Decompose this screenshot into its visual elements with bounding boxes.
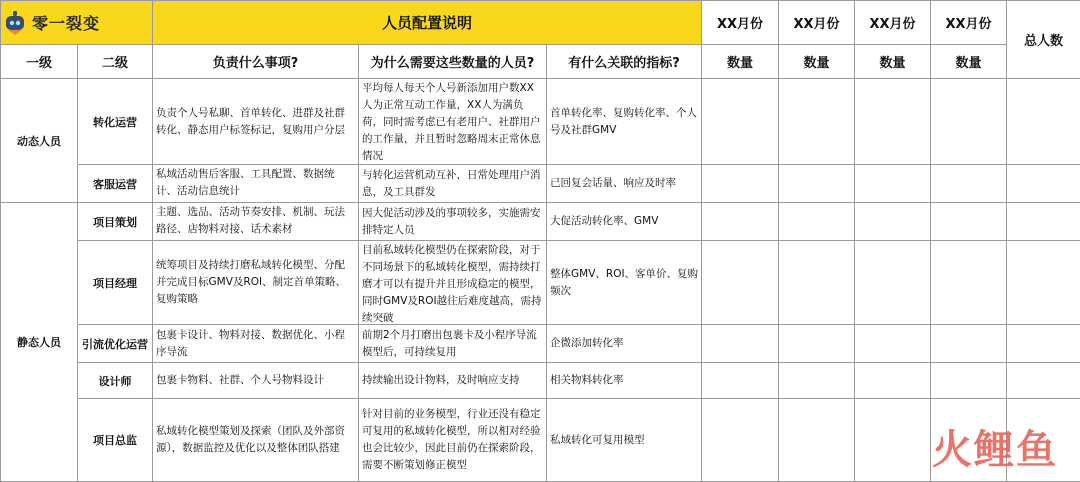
qty-cell[interactable] xyxy=(931,203,1007,241)
metric-cell: 整体GMV、ROI、客单价、复购频次 xyxy=(547,241,702,325)
metric-cell: 私域转化可复用模型 xyxy=(547,399,702,482)
role-cell: 设计师 xyxy=(78,363,153,399)
qty-cell[interactable] xyxy=(931,325,1007,363)
qty-cell[interactable] xyxy=(855,165,931,203)
metric-cell: 相关物料转化率 xyxy=(547,363,702,399)
col-header-reason: 为什么需要这些数量的人员? xyxy=(359,45,547,79)
qty-cell[interactable] xyxy=(855,203,931,241)
qty-header-3: 数量 xyxy=(855,45,931,79)
qty-cell[interactable] xyxy=(702,79,779,165)
reason-cell: 与转化运营机动互补，日常处理用户消息，及工具群发 xyxy=(359,165,547,203)
month-header-4: XX月份 xyxy=(931,1,1007,45)
reason-cell: 针对目前的业务模型，行业还没有稳定可复用的私域转化模型，所以相对经验也会比较少，因此目前仍在探索阶段，需要不断策划修正模型 xyxy=(359,399,547,482)
qty-header-4: 数量 xyxy=(931,45,1007,79)
role-cell: 项目总监 xyxy=(78,399,153,482)
month-header-2: XX月份 xyxy=(779,1,855,45)
qty-cell[interactable] xyxy=(931,79,1007,165)
qty-cell[interactable] xyxy=(855,363,931,399)
qty-cell[interactable] xyxy=(702,241,779,325)
qty-cell[interactable] xyxy=(931,363,1007,399)
duty-cell: 包裹卡设计、物料对接、数据优化、小程序导流 xyxy=(153,325,359,363)
col-header-level2: 二级 xyxy=(78,45,153,79)
duty-cell: 包裹卡物料、社群、个人号物料设计 xyxy=(153,363,359,399)
qty-cell[interactable] xyxy=(702,203,779,241)
qty-cell[interactable] xyxy=(702,165,779,203)
duty-text: 主题、选品、活动节奏安排、机制、玩法路径、店物料对接、话术素材 xyxy=(156,204,355,240)
total-cell[interactable] xyxy=(1007,325,1080,363)
table-row xyxy=(1,203,1080,241)
role-cell: 转化运营 xyxy=(78,79,153,165)
total-cell[interactable] xyxy=(1007,363,1080,399)
reason-cell: 因大促活动涉及的事项较多，实施需安排特定人员 xyxy=(359,203,547,241)
reason-cell xyxy=(359,241,547,325)
total-cell[interactable] xyxy=(1007,203,1080,241)
table-row xyxy=(1,241,1080,325)
duty-cell: 统筹项目及持续打磨私域转化模型、分配并完成目标GMV及ROI、制定首单策略、复购策略 xyxy=(153,241,359,325)
role-cell: 项目经理 xyxy=(78,241,153,325)
col-header-duty: 负责什么事项? xyxy=(153,45,359,79)
metric-cell: 大促活动转化率、GMV xyxy=(547,203,702,241)
watermark-logo: 火鲤鱼 xyxy=(932,418,1058,475)
total-cell[interactable] xyxy=(1007,241,1080,325)
qty-cell[interactable] xyxy=(855,325,931,363)
reason-text: 平均每人每天个人号新添加用户数XX人为正常互动工作量，XX人为满负荷，同时需考虑已有老用户、社群用户的工作量，并且暂时忽略周末正常休息情况 xyxy=(362,80,543,164)
duty-cell xyxy=(153,203,359,241)
page-title: 人员配置说明 xyxy=(153,1,702,45)
col-header-metric: 有什么关联的指标? xyxy=(547,45,702,79)
qty-cell[interactable] xyxy=(931,241,1007,325)
role-cell: 引流优化运营 xyxy=(78,325,153,363)
reason-cell: 前期2个月打磨出包裹卡及小程序导流模型后，可持续复用 xyxy=(359,325,547,363)
col-header-level1: 一级 xyxy=(1,45,78,79)
group-dynamic: 动态人员 xyxy=(1,79,78,203)
logo xyxy=(4,1,149,44)
reason-text: 目前私域转化模型仍在探索阶段，对于不同场景下的私域转化模型，需持续打磨才可以有提升并且形成稳定的模型，同时GMV及ROI越往后难度越高，需持续突破 xyxy=(362,242,543,324)
table-row xyxy=(1,325,1080,363)
role-cell: 项目策划 xyxy=(78,203,153,241)
reason-cell: 持续输出设计物料，及时响应支持 xyxy=(359,363,547,399)
duty-text: 私域活动售后客服、工具配置、数据统计、活动信息统计 xyxy=(156,166,355,202)
robot-icon xyxy=(4,10,26,36)
qty-cell[interactable] xyxy=(855,241,931,325)
qty-cell[interactable] xyxy=(702,399,779,482)
qty-cell[interactable] xyxy=(702,363,779,399)
total-cell[interactable] xyxy=(1007,165,1080,203)
duty-cell: 私域转化模型策划及探索（团队及外部资源），数据监控及优化以及整体团队搭建 xyxy=(153,399,359,482)
qty-cell[interactable] xyxy=(779,165,855,203)
qty-cell[interactable] xyxy=(702,325,779,363)
table-row xyxy=(1,165,1080,203)
month-header-3: XX月份 xyxy=(855,1,931,45)
reason-cell xyxy=(359,79,547,165)
total-header: 总人数 xyxy=(1007,1,1080,79)
qty-cell[interactable] xyxy=(855,79,931,165)
table-row xyxy=(1,79,1080,165)
role-cell: 客服运营 xyxy=(78,165,153,203)
qty-cell[interactable] xyxy=(779,325,855,363)
qty-cell[interactable] xyxy=(931,165,1007,203)
duty-cell xyxy=(153,165,359,203)
total-cell[interactable] xyxy=(1007,79,1080,165)
metric-cell: 企微添加转化率 xyxy=(547,325,702,363)
qty-header-1: 数量 xyxy=(702,45,779,79)
metric-cell: 已回复会话量、响应及时率 xyxy=(547,165,702,203)
duty-cell: 负责个人号私聊、首单转化、进群及社群转化、静态用户标签标记，复购用户分层 xyxy=(153,79,359,165)
logo-cell xyxy=(1,1,153,45)
month-header-1: XX月份 xyxy=(702,1,779,45)
metric-cell: 首单转化率、复购转化率、个人号及社群GMV xyxy=(547,79,702,165)
qty-cell[interactable] xyxy=(779,203,855,241)
qty-header-2: 数量 xyxy=(779,45,855,79)
qty-cell[interactable] xyxy=(779,363,855,399)
qty-cell[interactable] xyxy=(779,79,855,165)
logo-text: 零一裂变 xyxy=(32,11,100,34)
group-static: 静态人员 xyxy=(1,203,78,482)
table-row xyxy=(1,363,1080,399)
watermark-area xyxy=(890,411,1080,481)
qty-cell[interactable] xyxy=(779,399,855,482)
qty-cell[interactable] xyxy=(779,241,855,325)
